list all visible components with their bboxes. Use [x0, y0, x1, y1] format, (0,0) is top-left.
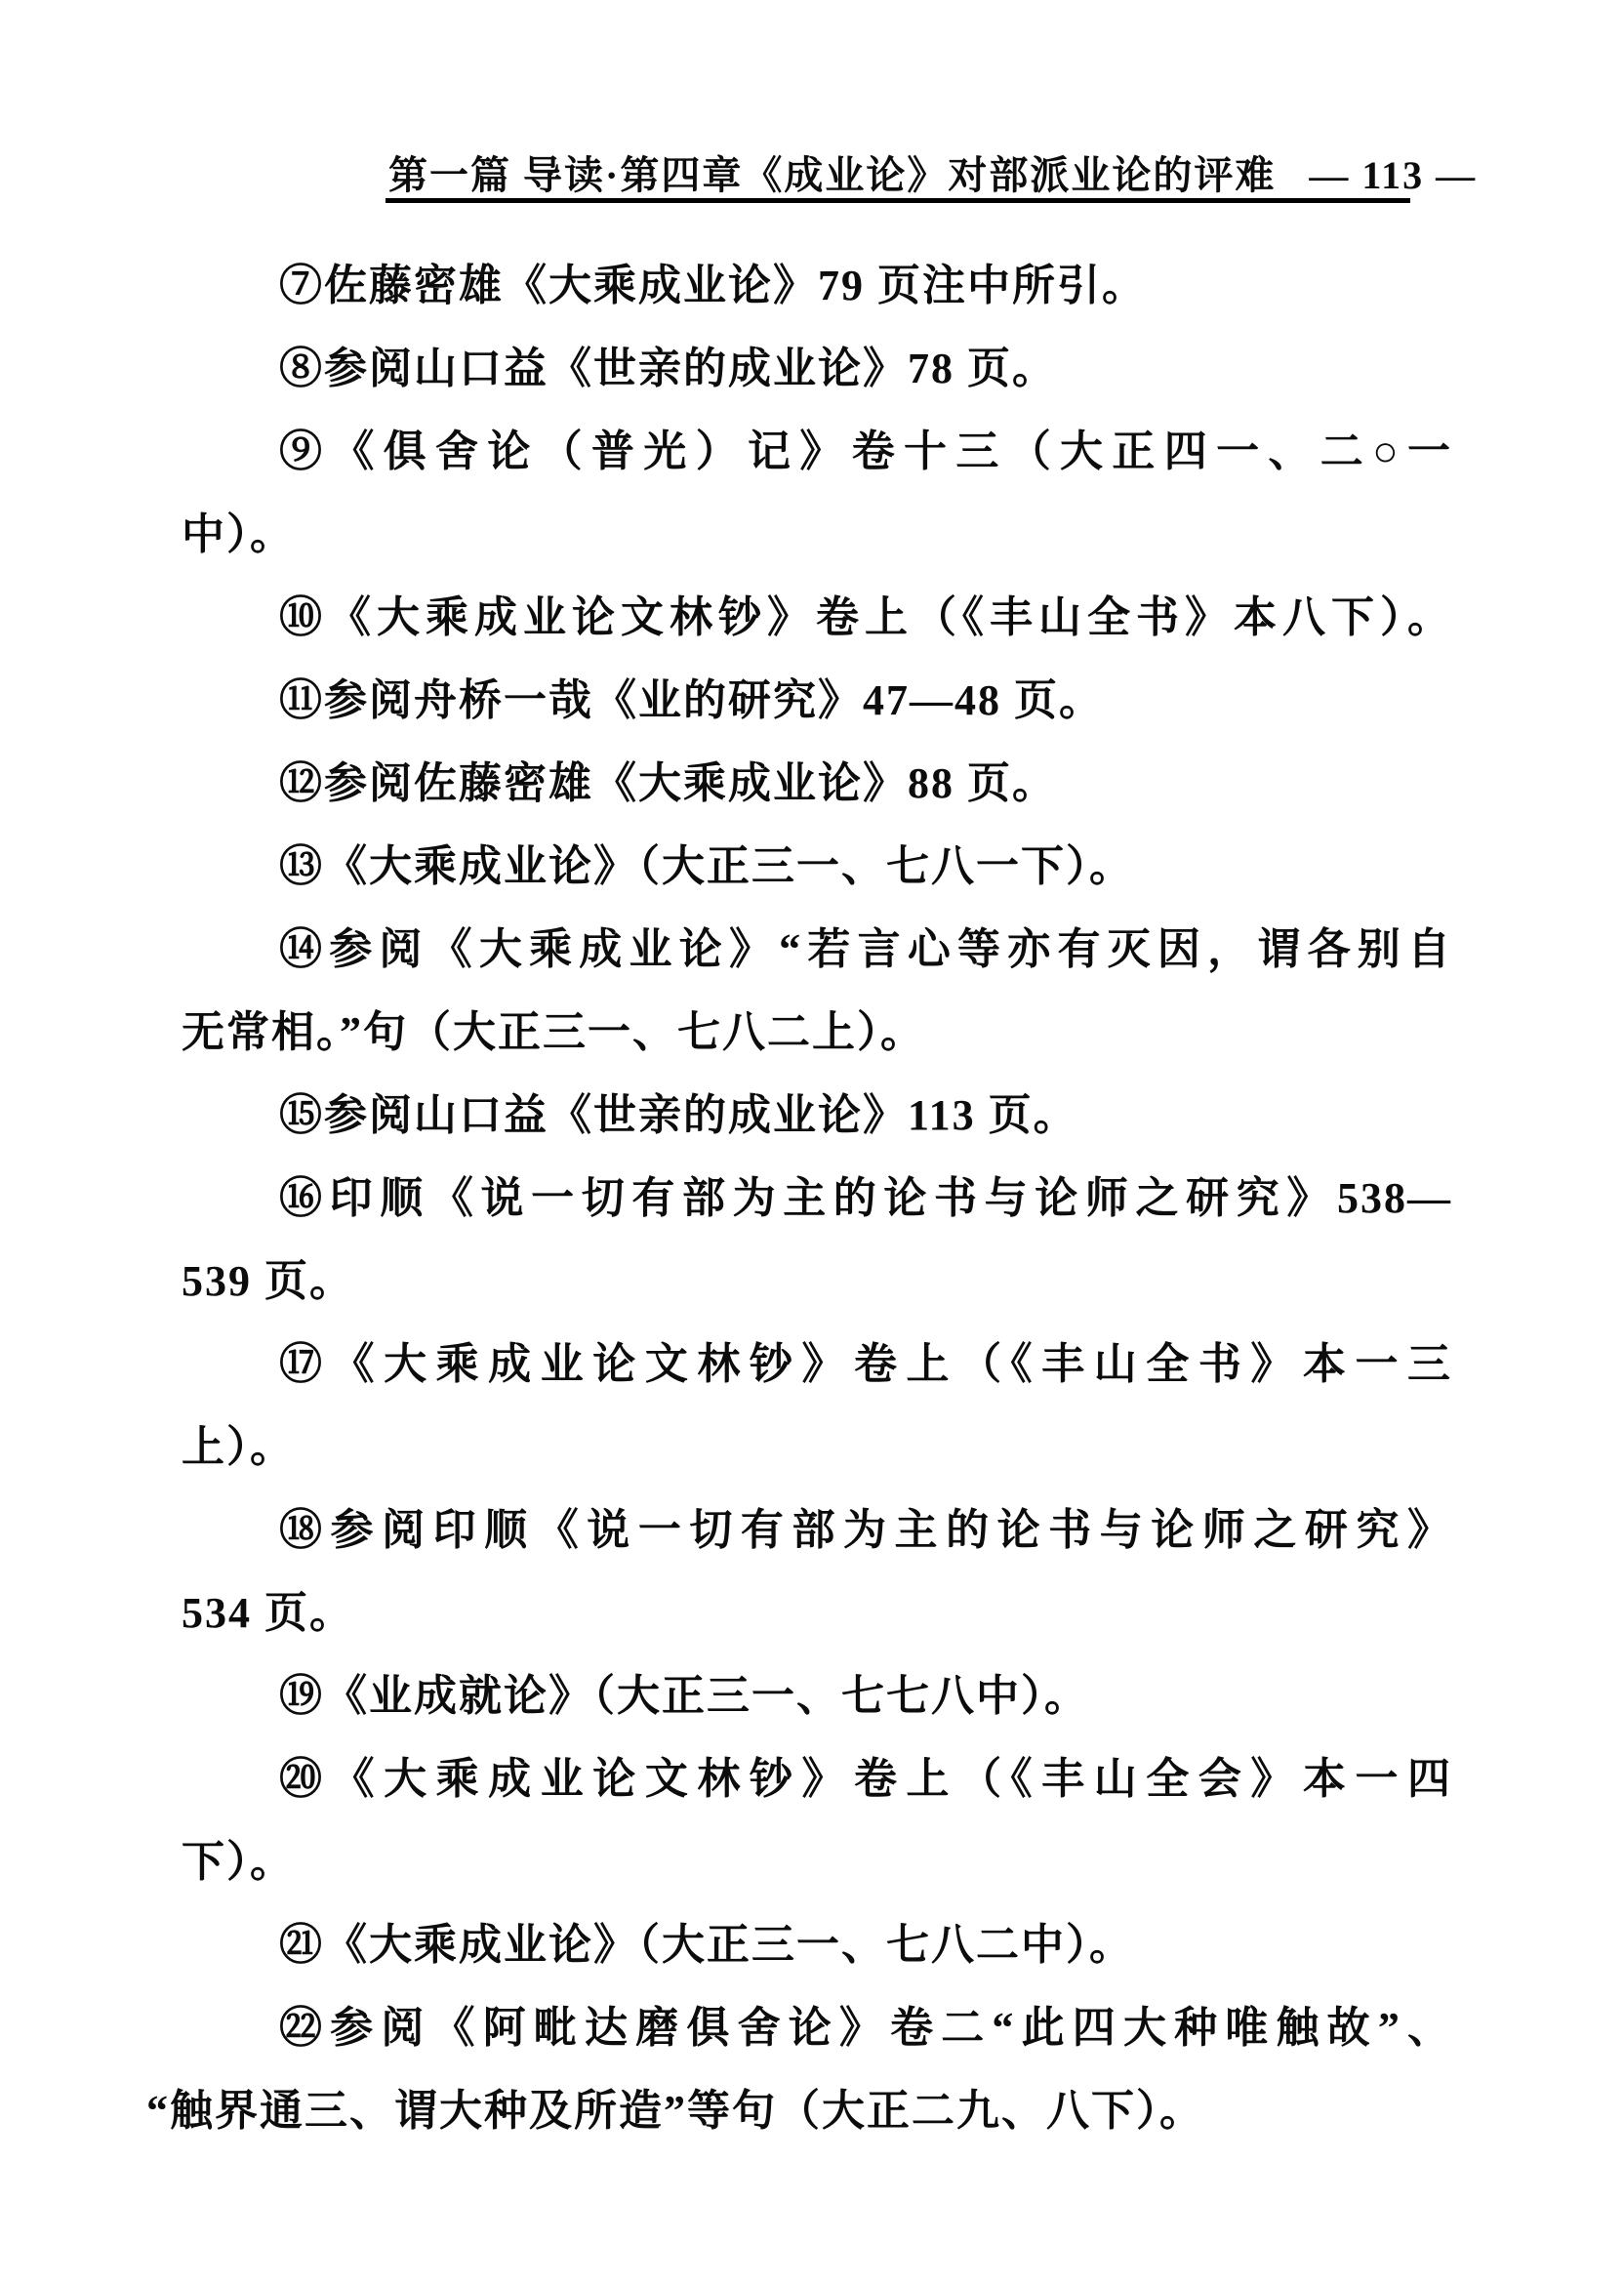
endnotes-block — [146, 244, 1452, 2152]
running-head — [388, 144, 1477, 200]
note-line: ㉒参阅《阿毗达磨俱舍论》卷二“此四大种唯触故”、 — [279, 2004, 1452, 2052]
note-line: 下）。 — [182, 1838, 295, 1886]
note-line: ⑫参阅佐藤密雄《大乘成业论》88 页。 — [279, 759, 1057, 807]
note-line: 上）。 — [182, 1423, 295, 1471]
note-line: ㉑《大乘成业论》（大正三一、七八二中）。 — [279, 1921, 1134, 1969]
note-line: ⑬《大乘成业论》（大正三一、七八一下）。 — [279, 842, 1134, 890]
note-line: ⑭参阅《大乘成业论》“若言心等亦有灭因，谓各别自 — [279, 925, 1452, 973]
note-line: ⑦佐藤密雄《大乘成业论》79 页注中所引。 — [279, 262, 1147, 309]
note-line: ⑳《大乘成业论文林钞》卷上（《丰山全会》本一四 — [279, 1755, 1452, 1803]
note-line: 539 页。 — [182, 1257, 354, 1305]
note-line: ⑯印顺《说一切有部为主的论书与论师之研究》538— — [279, 1174, 1452, 1222]
note-line: ⑧参阅山口益《世亲的成业论》78 页。 — [279, 345, 1057, 392]
note-line: ⑲《业成就论》（大正三一、七七八中）。 — [279, 1672, 1089, 1720]
chapter-title: 第一篇 导读·第四章《成业论》对部派业论的评难 — [388, 153, 1277, 197]
note-line: 中）。 — [182, 510, 295, 558]
note-line: 534 页。 — [182, 1589, 354, 1637]
note-line: ⑪参阅舟桥一哉《业的研究》47—48 页。 — [279, 676, 1104, 724]
note-line: 无常相。”句（大正三一、七八二上）。 — [182, 1008, 925, 1056]
note-line: ⑮参阅山口益《世亲的成业论》113 页。 — [279, 1091, 1078, 1139]
header-rule — [386, 198, 1410, 203]
note-line: ⑰《大乘成业论文林钞》卷上（《丰山全书》本一三 — [279, 1340, 1452, 1388]
note-line: ⑩《大乘成业论文林钞》卷上（《丰山全书》本八下）。 — [279, 593, 1452, 641]
note-line: ⑨《俱舍论（普光）记》卷十三（大正四一、二○一 — [279, 428, 1452, 475]
page-number: — 113 — — [1309, 153, 1478, 197]
note-line: “触界通三、谓大种及所造”等句（大正二九、八下）。 — [146, 2087, 1204, 2135]
note-line: ⑱参阅印顺《说一切有部为主的论书与论师之研究》 — [279, 1506, 1452, 1554]
